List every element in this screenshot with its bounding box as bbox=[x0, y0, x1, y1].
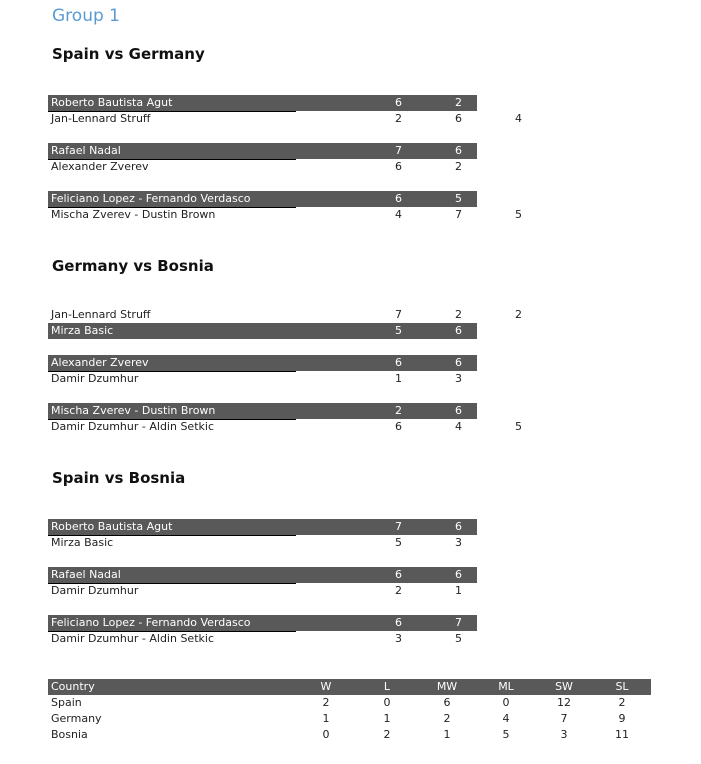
set-2-score: 6 bbox=[455, 324, 462, 337]
set-2-score: 4 bbox=[455, 420, 462, 433]
set-1-score: 7 bbox=[395, 520, 402, 533]
set-1-score: 6 bbox=[395, 420, 402, 433]
standings-ml: 5 bbox=[502, 728, 510, 741]
loser-row bbox=[48, 583, 477, 599]
group-title: Group 1 bbox=[52, 6, 120, 26]
player-name: Roberto Bautista Agut bbox=[51, 520, 173, 533]
standings-table bbox=[48, 679, 651, 743]
loser-row bbox=[48, 159, 477, 175]
set-2-score: 6 bbox=[455, 568, 462, 581]
standings-sw: 7 bbox=[560, 712, 568, 725]
set-2-score: 2 bbox=[455, 160, 462, 173]
standings-mw: 6 bbox=[443, 696, 451, 709]
standings-sl: 2 bbox=[618, 696, 626, 709]
player-name: Roberto Bautista Agut bbox=[51, 96, 173, 109]
loser-row bbox=[48, 371, 477, 387]
set-2-score: 7 bbox=[455, 208, 462, 221]
standings-header-country: Country bbox=[51, 680, 95, 693]
standings-w: 0 bbox=[322, 728, 330, 741]
set-1-score: 5 bbox=[395, 536, 402, 549]
set-3-score: 5 bbox=[515, 208, 522, 221]
set-2-score: 6 bbox=[455, 404, 462, 417]
set-3-score: 7 bbox=[515, 192, 522, 205]
standings-sw: 12 bbox=[557, 696, 571, 709]
tie-title: Germany vs Bosnia bbox=[52, 257, 214, 275]
set-1-score: 4 bbox=[395, 208, 402, 221]
standings-sl: 11 bbox=[615, 728, 629, 741]
standings-country: Germany bbox=[51, 712, 102, 725]
rubber-match bbox=[48, 519, 477, 551]
set-2-score: 6 bbox=[455, 356, 462, 369]
set-2-score: 7 bbox=[455, 616, 462, 629]
standings-header-sw: SW bbox=[555, 680, 573, 693]
standings-w: 1 bbox=[322, 712, 330, 725]
winner-row bbox=[48, 355, 477, 371]
standings-header-row bbox=[48, 679, 651, 695]
set-1-score: 2 bbox=[395, 112, 402, 125]
set-1-score: 6 bbox=[395, 192, 402, 205]
standings-w: 2 bbox=[322, 696, 330, 709]
loser-row bbox=[48, 419, 522, 435]
rubber-match bbox=[48, 95, 522, 127]
standings-header-mw: MW bbox=[436, 680, 458, 693]
set-1-score: 7 bbox=[395, 308, 402, 321]
standings-country: Spain bbox=[51, 696, 82, 709]
set-1-score: 5 bbox=[395, 324, 402, 337]
standings-l: 2 bbox=[383, 728, 391, 741]
rubber-match bbox=[48, 307, 522, 339]
winner-row bbox=[48, 323, 522, 339]
loser-row bbox=[48, 631, 477, 647]
set-2-score: 3 bbox=[455, 372, 462, 385]
winner-row bbox=[48, 191, 522, 207]
set-3-score: 2 bbox=[515, 308, 522, 321]
set-3-score: 5 bbox=[515, 420, 522, 433]
standings-header-sl: SL bbox=[615, 680, 629, 693]
rubber-match bbox=[48, 615, 477, 647]
rubber-match bbox=[48, 191, 522, 223]
set-1-score: 2 bbox=[395, 584, 402, 597]
winner-row bbox=[48, 403, 522, 419]
set-3-score: 7 bbox=[515, 404, 522, 417]
set-2-score: 5 bbox=[455, 632, 462, 645]
standings-l: 0 bbox=[383, 696, 391, 709]
rubber-match bbox=[48, 355, 477, 387]
set-2-score: 1 bbox=[455, 584, 462, 597]
player-name: Jan-Lennard Struff bbox=[51, 112, 151, 125]
standings-sw: 3 bbox=[560, 728, 568, 741]
loser-row bbox=[48, 307, 522, 323]
rubber-match bbox=[48, 403, 522, 435]
player-name: Jan-Lennard Struff bbox=[51, 308, 151, 321]
loser-row bbox=[48, 535, 477, 551]
standings-l: 1 bbox=[383, 712, 391, 725]
player-name: Damir Dzumhur - Aldin Setkic bbox=[51, 420, 214, 433]
set-1-score: 6 bbox=[395, 160, 402, 173]
player-name: Damir Dzumhur - Aldin Setkic bbox=[51, 632, 214, 645]
set-2-score: 3 bbox=[455, 536, 462, 549]
standings-country: Bosnia bbox=[51, 728, 88, 741]
player-name: Rafael Nadal bbox=[51, 144, 121, 157]
set-3-score: 6 bbox=[515, 324, 522, 337]
winner-row bbox=[48, 519, 477, 535]
standings-row bbox=[48, 695, 651, 711]
player-name: Mischa Zverev - Dustin Brown bbox=[51, 404, 216, 417]
set-1-score: 1 bbox=[395, 372, 402, 385]
player-name: Alexander Zverev bbox=[51, 160, 149, 173]
player-name: Mirza Basic bbox=[51, 324, 114, 337]
rubber-match bbox=[48, 567, 477, 599]
set-1-score: 7 bbox=[395, 144, 402, 157]
set-2-score: 6 bbox=[455, 520, 462, 533]
standings-header-w: W bbox=[320, 680, 332, 693]
set-1-score: 6 bbox=[395, 616, 402, 629]
set-1-score: 6 bbox=[395, 96, 402, 109]
player-name: Feliciano Lopez - Fernando Verdasco bbox=[51, 616, 251, 629]
loser-row bbox=[48, 207, 522, 223]
winner-row bbox=[48, 567, 477, 583]
set-2-score: 6 bbox=[455, 144, 462, 157]
set-1-score: 3 bbox=[395, 632, 402, 645]
set-2-score: 5 bbox=[455, 192, 462, 205]
set-3-score: 4 bbox=[515, 112, 522, 125]
standings-mw: 1 bbox=[443, 728, 451, 741]
set-1-score: 2 bbox=[395, 404, 402, 417]
player-name: Feliciano Lopez - Fernando Verdasco bbox=[51, 192, 251, 205]
winner-row bbox=[48, 95, 522, 111]
standings-ml: 0 bbox=[502, 696, 510, 709]
winner-row bbox=[48, 143, 477, 159]
standings-header-ml: ML bbox=[498, 680, 514, 693]
loser-row bbox=[48, 111, 522, 127]
standings-ml: 4 bbox=[502, 712, 510, 725]
player-name: Damir Dzumhur bbox=[51, 584, 139, 597]
player-name: Alexander Zverev bbox=[51, 356, 149, 369]
standings-sl: 9 bbox=[618, 712, 626, 725]
player-name: Damir Dzumhur bbox=[51, 372, 139, 385]
player-name: Rafael Nadal bbox=[51, 568, 121, 581]
set-1-score: 6 bbox=[395, 356, 402, 369]
set-2-score: 2 bbox=[455, 96, 462, 109]
set-3-score: 6 bbox=[515, 96, 522, 109]
set-2-score: 6 bbox=[455, 112, 462, 125]
standings-row bbox=[48, 711, 651, 727]
set-1-score: 6 bbox=[395, 568, 402, 581]
tie-title: Spain vs Bosnia bbox=[52, 469, 186, 487]
standings-header-l: L bbox=[383, 680, 391, 693]
winner-row bbox=[48, 615, 477, 631]
player-name: Mirza Basic bbox=[51, 536, 114, 549]
standings-row bbox=[48, 727, 651, 743]
standings-mw: 2 bbox=[443, 712, 451, 725]
tie-title: Spain vs Germany bbox=[52, 45, 205, 63]
set-2-score: 2 bbox=[455, 308, 462, 321]
rubber-match bbox=[48, 143, 477, 175]
player-name: Mischa Zverev - Dustin Brown bbox=[51, 208, 216, 221]
